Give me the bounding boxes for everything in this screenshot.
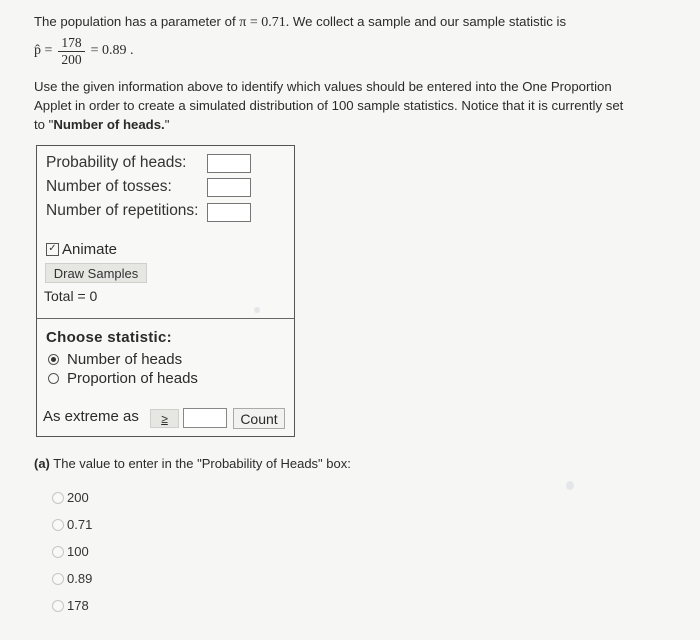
answer-option[interactable] <box>52 544 89 559</box>
answer-option-label: 0.89 <box>67 571 93 586</box>
radio-label: Number of heads <box>67 351 183 368</box>
answer-option-label: 200 <box>67 490 89 505</box>
screen-speck <box>566 481 574 490</box>
instructions-text-bold: Number of heads. <box>53 117 165 132</box>
animate-label: Animate <box>62 241 118 258</box>
one-proportion-applet <box>36 145 295 437</box>
question-part: (a) <box>34 456 50 471</box>
count-button[interactable]: Count <box>233 408 285 429</box>
num-tosses-input[interactable] <box>207 178 251 197</box>
radio-proportion-of-heads[interactable] <box>48 370 198 387</box>
as-extreme-label: As extreme as <box>43 408 139 425</box>
num-repetitions-label: Number of repetitions: <box>46 202 199 219</box>
radio-unselected-icon[interactable] <box>52 546 64 558</box>
phat-label: p̂ = <box>34 43 53 58</box>
comparison-select[interactable]: ≥ <box>150 409 179 428</box>
answer-option[interactable] <box>52 598 89 613</box>
radio-unselected-icon[interactable] <box>52 492 64 504</box>
radio-unselected-icon[interactable] <box>48 373 59 384</box>
answer-option[interactable] <box>52 517 92 532</box>
instructions-text <box>34 77 634 134</box>
radio-number-of-heads[interactable] <box>48 351 182 368</box>
answer-option-label: 100 <box>67 544 89 559</box>
parameter-expression: π = 0.71. <box>239 15 290 30</box>
choose-statistic-heading: Choose statistic: <box>46 329 172 346</box>
instructions-text-pre: Use the given information above to identify which values should be entered into the One Proportion Applet in order to create a simulated distribution of 100 sample statistics. Notice that it is currently set to " <box>34 79 624 132</box>
extreme-value-input[interactable] <box>183 408 227 428</box>
answer-option-label: 178 <box>67 598 89 613</box>
animate-checkbox-row[interactable] <box>46 241 117 258</box>
total-count: Total = 0 <box>44 288 98 304</box>
phat-numerator: 178 <box>58 35 84 52</box>
phat-result: = 0.89 . <box>90 43 134 58</box>
question-prompt <box>34 456 351 471</box>
num-repetitions-input[interactable] <box>207 203 251 222</box>
intro-text-pre: The population has a parameter of <box>34 14 236 29</box>
radio-selected-icon[interactable] <box>48 354 59 365</box>
animate-checkbox[interactable]: ✓ <box>46 243 59 256</box>
answer-option[interactable] <box>52 571 92 586</box>
sample-statistic-equation <box>34 31 134 71</box>
num-tosses-label: Number of tosses: <box>46 178 172 195</box>
question-text: The value to enter in the "Probability of Heads" box: <box>53 456 351 471</box>
phat-denominator: 200 <box>61 51 82 67</box>
radio-unselected-icon[interactable] <box>52 519 64 531</box>
applet-inputs-panel <box>37 146 294 319</box>
phat-fraction <box>58 35 84 68</box>
instructions-text-post: " <box>164 117 170 132</box>
radio-unselected-icon[interactable] <box>52 600 64 612</box>
radio-unselected-icon[interactable] <box>52 573 64 585</box>
screen-speck <box>254 307 260 313</box>
draw-samples-button[interactable]: Draw Samples <box>45 263 147 283</box>
prob-heads-label: Probability of heads: <box>46 154 187 171</box>
problem-statement <box>34 12 664 32</box>
radio-label: Proportion of heads <box>67 370 198 387</box>
answer-option-label: 0.71 <box>67 517 93 532</box>
intro-text-post: We collect a sample and our sample statistic is <box>292 14 567 29</box>
answer-option[interactable] <box>52 490 89 505</box>
prob-heads-input[interactable] <box>207 154 251 173</box>
